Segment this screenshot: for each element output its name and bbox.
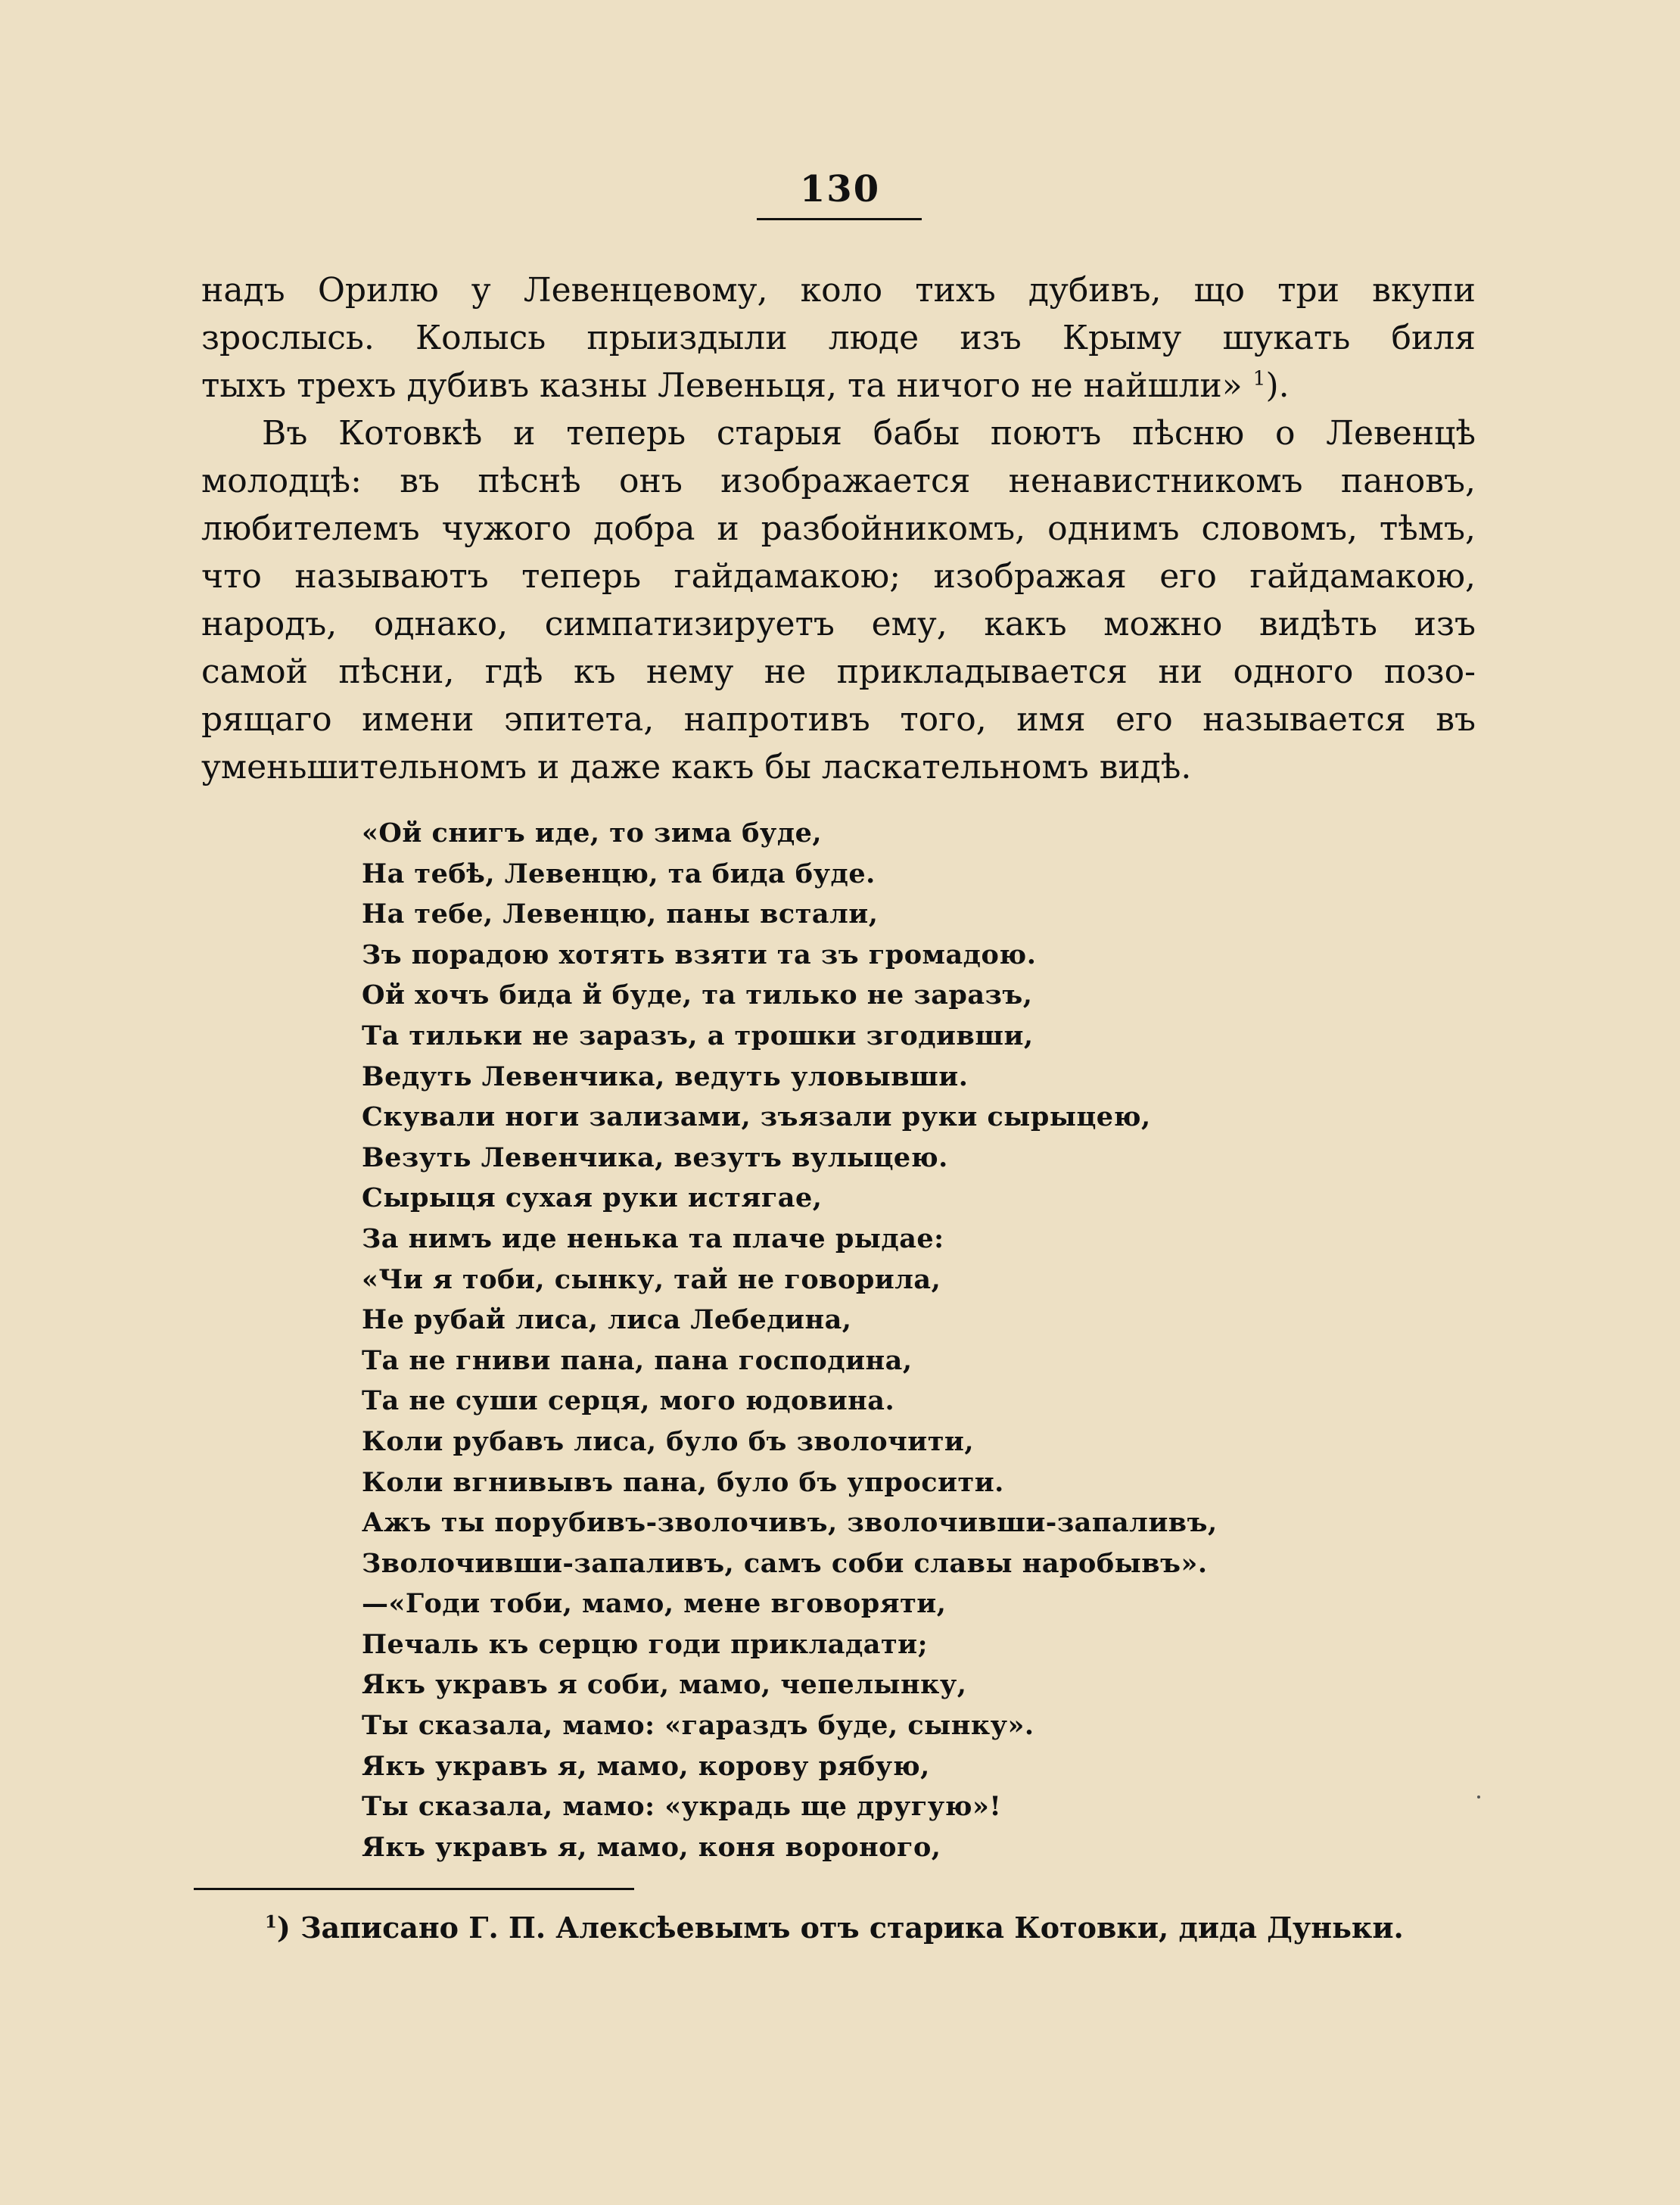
page-number-rule [757, 218, 922, 220]
poem-block [362, 813, 1497, 1867]
poem-line: Та не суши серця, мого юдовина. [362, 1385, 895, 1417]
poem-line: Ты сказала, мамо: «украдь ще другую»! [362, 1791, 1002, 1823]
poem-line: Коли вгнивывъ пана, було бъ упросити. [362, 1466, 1004, 1498]
footnote-rule [194, 1888, 634, 1890]
poem-line: Якъ укравъ я, мамо, корову рябую, [362, 1750, 930, 1782]
poem-line: Зъ порадою хотять взяти та зъ громадою. [362, 939, 1037, 970]
footnote-text: ) Записано Г. П. Алексѣевымъ отъ старика Котовки, дида Дуньки. [276, 1911, 1404, 1945]
prose-line: зрослысь. Колысь прыиздыли люде изъ Крыму шукать биля [201, 319, 1476, 357]
poem-line: «Чи я тоби, сынку, тай не говорила, [362, 1263, 941, 1295]
poem-line: Якъ укравъ я соби, мамо, чепелынку, [362, 1669, 967, 1701]
prose-line: Въ Котовкѣ и теперь старыя бабы поютъ пѣсню о Левенцѣ [262, 414, 1476, 453]
poem-line: Ой хочъ бида й буде, та тилько не заразъ, [362, 979, 1033, 1011]
poem-line: Зволочивши-запаливъ, самъ соби славы наробывъ». [362, 1547, 1208, 1579]
poem-line: Ведуть Левенчика, ведуть уловывши. [362, 1060, 969, 1092]
footnote-marker: 1 [265, 1912, 277, 1932]
poem-line: Ажъ ты порубивъ-зволочивъ, зволочивши-запаливъ, [362, 1507, 1218, 1539]
poem-line: Ты сказала, мамо: «гараздъ буде, сынку». [362, 1710, 1034, 1742]
prose-line: уменьшительномъ и даже какъ бы ласкательномъ видѣ. [201, 748, 1192, 786]
prose-line: самой пѣсни, гдѣ къ нему не прикладывается ни одного позо- [201, 652, 1476, 691]
poem-line: Везуть Левенчика, везутъ вулыцею. [362, 1141, 948, 1173]
footnote [265, 1911, 1404, 1945]
poem-line: Скували ноги зализами, зъязали руки сырыцею, [362, 1101, 1151, 1133]
poem-line: Не рубай лиса, лиса Лебедина, [362, 1304, 852, 1336]
prose-line: что называютъ теперь гайдамакою; изображая его гайдамакою, [201, 557, 1476, 596]
prose-line: надъ Орилю у Левенцевому, коло тихъ дубивъ, що три вкупи [201, 271, 1476, 310]
poem-line: Та тильки не заразъ, а трошки згодивши, [362, 1020, 1034, 1051]
prose-closing: ). [1265, 366, 1290, 405]
poem-line: Та не гниви пана, пана господина, [362, 1344, 913, 1376]
footnote-reference: 1 [1252, 366, 1266, 391]
poem-line: Якъ укравъ я, мамо, коня вороного, [362, 1831, 941, 1863]
prose-block [201, 266, 1476, 791]
poem-line: Коли рубавъ лиса, було бъ зволочити, [362, 1425, 975, 1457]
speck [1477, 1795, 1480, 1799]
prose-line: любителемъ чужого добра и разбойникомъ, однимъ словомъ, тѣмъ, [201, 509, 1476, 548]
poem-line: «Ой снигъ иде, то зима буде, [362, 818, 823, 849]
page-number: 130 [799, 168, 881, 210]
poem-line: —«Годи тоби, мамо, мене вговоряти, [362, 1588, 947, 1620]
poem-line: Печаль къ серцю годи прикладати; [362, 1628, 929, 1660]
poem-line: На тебе, Левенцю, паны встали, [362, 899, 879, 930]
prose-line: рящаго имени эпитета, напротивъ того, имя его называется въ [201, 700, 1476, 739]
prose-line: народъ, однако, симпатизируетъ ему, какъ можно видѣть изъ [201, 605, 1476, 643]
prose-line: молодцѣ: въ пѣснѣ онъ изображается ненавистникомъ пановъ, [201, 462, 1476, 500]
poem-line: На тебѣ, Левенцю, та бида буде. [362, 858, 876, 889]
prose-text: тыхъ трехъ дубивъ казны Левеньця, та ничого не найшли» [201, 366, 1243, 405]
poem-line: За нимъ иде ненька та плаче рыдае: [362, 1222, 944, 1254]
poem-line: Сырыця сухая руки истягае, [362, 1182, 823, 1214]
prose-line [201, 362, 1476, 410]
